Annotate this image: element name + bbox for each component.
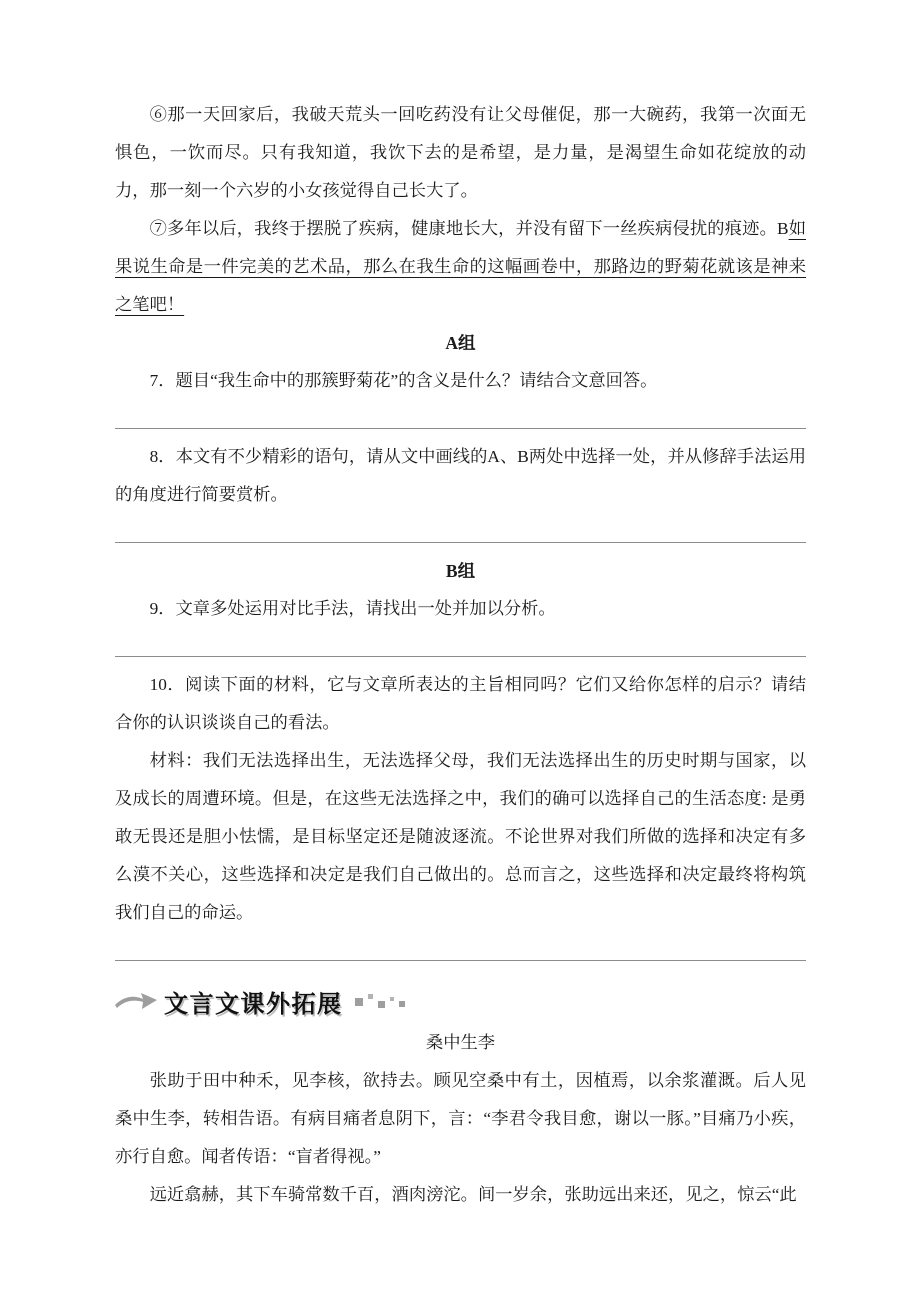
passage-paragraph-2	[115, 1176, 806, 1214]
question-7	[115, 362, 806, 400]
answer-rule-line	[115, 542, 806, 543]
passage-paragraph-1	[115, 1062, 806, 1176]
question-8	[115, 438, 806, 514]
group-heading-b: B组	[445, 561, 476, 581]
section-title: 文言文课外拓展	[164, 990, 343, 1018]
text-run: ⑥那一天回家后，我破天荒头一回吃药没有让父母催促，那一大碗药，我第一次面无惧色，一饮而尽。只有我知道，我饮下去的是希望，是力量，是渴望生命如花绽放的动力，那一刻一个六岁的小女孩觉得自己长大了。	[115, 105, 806, 200]
text-run: 张助于田中种禾，见李核，欲持去。顾见空桑中有土，因植焉，以余浆灌溉。后人见桑中生李，转相告语。有病目痛者息阴下，言：“李君令我目愈，谢以一豚。”目痛乃小疾，亦行自愈。闻者传语：“盲者得视。”	[115, 1071, 806, 1166]
answer-rule-line	[115, 960, 806, 961]
text-run: 材料：我们无法选择出生，无法选择父母，我们无法选择出生的历史时期与国家，以及成长的周遭环境。但是，在这些无法选择之中，我们的确可以选择自己的生活态度: 是勇敢无畏还是胆小怯懦，是目标坚定还是随波逐流。不论世界对我们所做的选择和决定有多么漠不关心，这些选择和决定是我们自己做出的。总而言之，这些选择和决定最终将构筑我们自己的命运。	[115, 751, 806, 922]
answer-line-2	[115, 514, 806, 552]
underlined-text-run: 如果说生命是一件完美的艺术品，那么在我生命的这幅画卷中，那路边的野菊花就该是神来之笔吧！	[115, 219, 806, 314]
decor-square	[378, 1001, 385, 1008]
decor-square	[390, 997, 394, 1001]
paragraph-6	[115, 96, 806, 210]
answer-rule-line	[115, 428, 806, 429]
answer-line-3	[115, 628, 806, 666]
material-paragraph	[115, 742, 806, 932]
passage-title: 桑中生李	[425, 1033, 496, 1052]
text-run: 7．题目“我生命中的那簇野菊花”的含义是什么？请结合文意回答。	[149, 371, 658, 390]
decor-square	[368, 994, 373, 999]
answer-rule-line	[115, 656, 806, 657]
group-heading-a: A组	[445, 333, 476, 353]
decor-square	[355, 998, 363, 1006]
text-run: 远近翕赫，其下车骑常数千百，酒肉滂沱。间一岁余，张助远出来还，见之，惊云“此	[149, 1185, 797, 1204]
answer-line-1	[115, 400, 806, 438]
answer-line-4	[115, 932, 806, 970]
right-arrow-icon	[115, 991, 157, 1011]
text-run: 9．文章多处运用对比手法，请找出一处并加以分析。	[149, 599, 556, 618]
paragraph-7	[115, 210, 806, 324]
decor-square	[399, 1001, 405, 1007]
text-run: 8．本文有不少精彩的语句，请从文中画线的A、B两处中选择一处，并从修辞手法运用的角度进行简要赏析。	[115, 447, 806, 504]
section-header-wenyanwen	[115, 978, 806, 1024]
decor-squares-icon	[355, 994, 405, 1008]
question-10	[115, 666, 806, 742]
question-9	[115, 590, 806, 628]
text-run: ⑦多年以后，我终于摆脱了疾病，健康地长大，并没有留下一丝疾病侵扰的痕迹。B	[149, 219, 789, 238]
text-run: 10．阅读下面的材料，它与文章所表达的主旨相同吗？它们又给你怎样的启示？请结合你的认识谈谈自己的看法。	[115, 675, 806, 732]
